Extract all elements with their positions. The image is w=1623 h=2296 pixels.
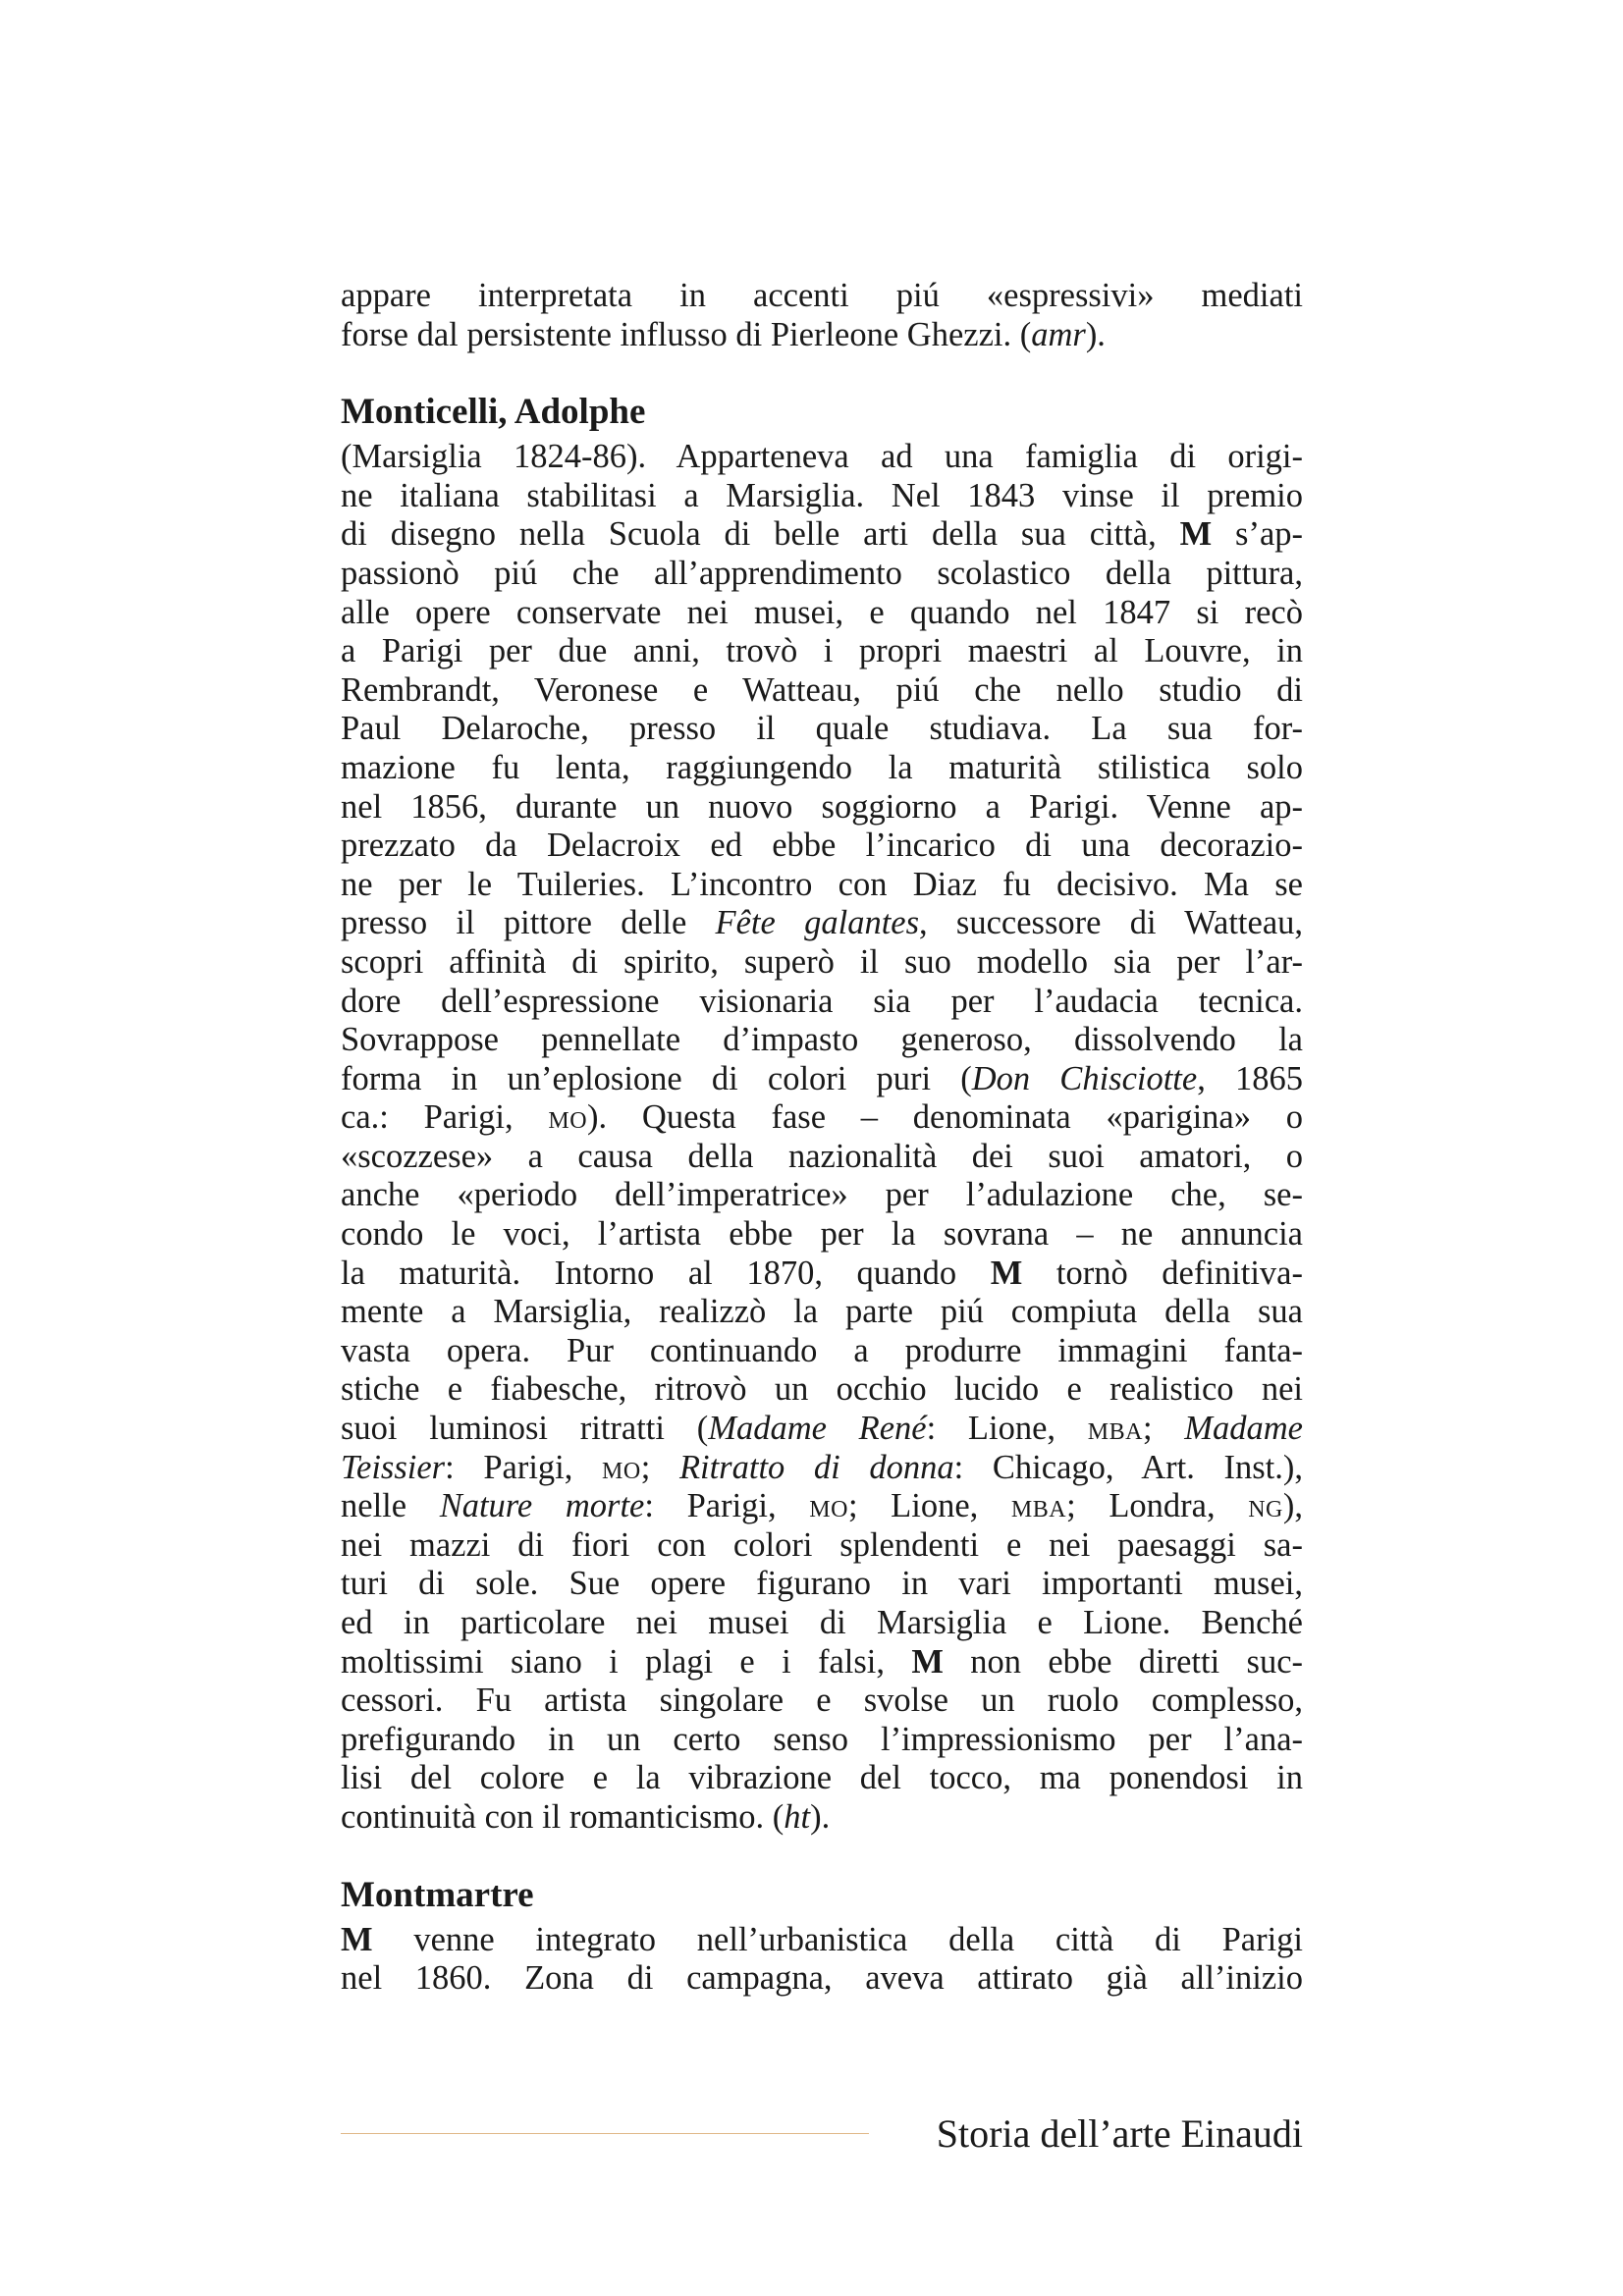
footer-title: Storia dell’arte Einaudi xyxy=(936,2111,1303,2156)
text-line: (Marsiglia 1824-86). Apparteneva ad una famiglia di origi- xyxy=(341,438,1303,476)
text-line: Sovrappose pennellate d’impasto generoso, dissolvendo la xyxy=(341,1021,1303,1059)
text-line: a Parigi per due anni, trovò i propri maestri al Louvre, in xyxy=(341,632,1303,670)
text-line: Rembrandt, Veronese e Watteau, piú che nello studio di xyxy=(341,670,1303,709)
text-line: M venne integrato nell’urbanistica della città di Parigi xyxy=(341,1920,1303,1958)
text-line: scopri affinità di spirito, superò il suo modello sia per l’ar- xyxy=(341,942,1303,981)
text-line: mente a Marsiglia, realizzò la parte piú compiuta della sua xyxy=(341,1293,1303,1331)
text-line: dore dell’espressione visionaria sia per l’audacia tecnica. xyxy=(341,982,1303,1020)
text-line: «scozzese» a causa della nazionalità dei suoi amatori, o xyxy=(341,1137,1303,1175)
text-line: prezzato da Delacroix ed ebbe l’incarico di una decorazio- xyxy=(341,827,1303,865)
text-line: condo le voci, l’artista ebbe per la sovrana – ne annuncia xyxy=(341,1215,1303,1254)
text-line: mazione fu lenta, raggiungendo la maturità stilistica solo xyxy=(341,748,1303,786)
text-line: continuità con il romanticismo. (ht). xyxy=(341,1797,831,1836)
text-line: lisi del colore e la vibrazione del tocco, ma ponendosi in xyxy=(341,1759,1303,1797)
text-line: ne italiana stabilitasi a Marsiglia. Nel 1843 vinse il premio xyxy=(341,476,1303,514)
text-line: nelle Nature morte: Parigi, mo; Lione, mba; Londra, ng), xyxy=(341,1487,1304,1525)
text-line: Teissier: Parigi, mo; Ritratto di donna: Chicago, Art. Inst.), xyxy=(341,1448,1303,1486)
intro-paragraph xyxy=(341,277,1303,354)
text-line: nei mazzi di fiori con colori splendenti e nei paesaggi sa- xyxy=(341,1525,1303,1564)
text-line: vasta opera. Pur continuando a produrre immagini fanta- xyxy=(341,1331,1303,1369)
text-line: ed in particolare nei musei di Marsiglia e Lione. Benché xyxy=(341,1604,1303,1641)
entry-title: Monticelli, Adolphe xyxy=(341,392,646,433)
text-line: Paul Delaroche, presso il quale studiava. La sua for- xyxy=(341,710,1303,748)
text-line: forma in un’eplosione di colori puri (Don Chisciotte, 1865 xyxy=(341,1059,1303,1097)
entry-paragraph xyxy=(341,438,1303,1837)
page-footer xyxy=(341,2110,1303,2160)
text-line: ne per le Tuileries. L’incontro con Diaz fu decisivo. Ma se xyxy=(341,865,1303,903)
entry-paragraph xyxy=(341,1921,1303,1999)
text-line: turi di sole. Sue opere figurano in vari importanti musei, xyxy=(341,1565,1303,1603)
text-line: nel 1856, durante un nuovo soggiorno a Parigi. Venne ap- xyxy=(341,787,1303,826)
text-line: suoi luminosi ritratti (Madame René: Lione, mba; Madame xyxy=(341,1410,1303,1448)
text-line: di disegno nella Scuola di belle arti della sua città, M s’ap- xyxy=(341,515,1303,554)
text-line: prefigurando in un certo senso l’impressionismo per l’ana- xyxy=(341,1720,1303,1758)
text-line: moltissimi siano i plagi e i falsi, M non ebbe diretti suc- xyxy=(341,1642,1303,1681)
text-line: anche «periodo dell’imperatrice» per l’adulazione che, se- xyxy=(341,1176,1303,1214)
text-line: nel 1860. Zona di campagna, aveva attirato già all’inizio xyxy=(341,1959,1303,1998)
text-line: forse dal persistente influsso di Pierleone Ghezzi. (amr). xyxy=(341,315,1106,353)
text-line: ca.: Parigi, mo). Questa fase – denominata «parigina» o xyxy=(341,1098,1303,1137)
text-line: alle opere conservate nei musei, e quando nel 1847 si recò xyxy=(341,593,1303,631)
text-line: stiche e fiabesche, ritrovò un occhio lucido e realistico nei xyxy=(341,1370,1303,1409)
text-line: la maturità. Intorno al 1870, quando M tornò definitiva- xyxy=(341,1254,1303,1292)
entry-title: Montmartre xyxy=(341,1874,534,1915)
text-line: passionò piú che all’apprendimento scolastico della pittura, xyxy=(341,554,1303,592)
text-line: presso il pittore delle Fête galantes, successore di Watteau, xyxy=(341,904,1304,942)
page-body xyxy=(341,277,1303,1999)
text-line: appare interpretata in accenti piú «espressivi» mediati xyxy=(341,277,1303,314)
text-line: cessori. Fu artista singolare e svolse un ruolo complesso, xyxy=(341,1682,1303,1720)
footer-rule xyxy=(341,2133,869,2134)
